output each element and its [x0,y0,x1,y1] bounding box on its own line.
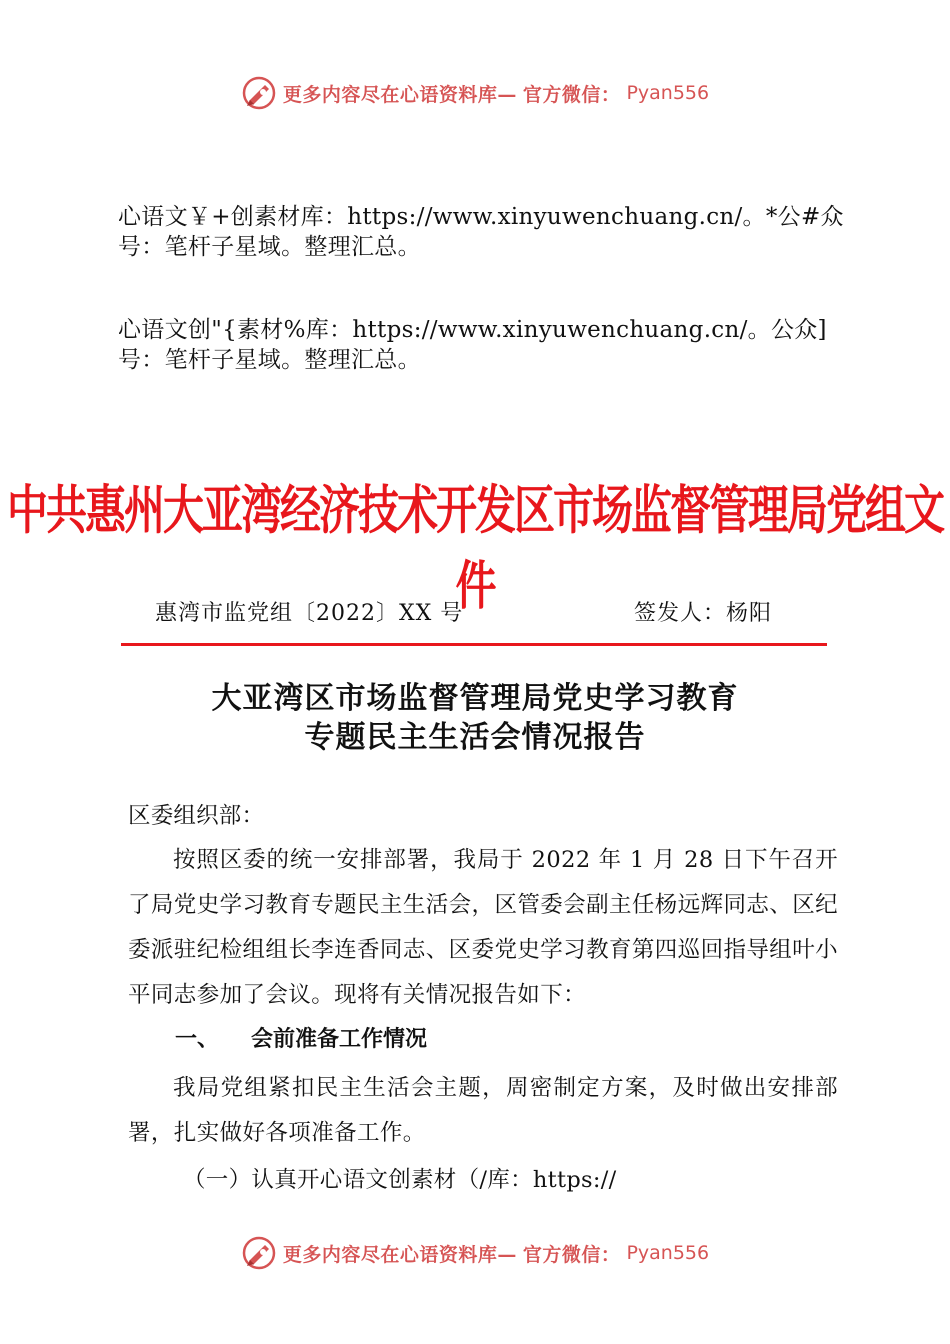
paragraph-preparation: 我局党组紧扣民主生活会主题，周密制定方案，及时做出安排部署，扎实做好各项准备工作。 [128,1075,838,1146]
watermark-wechat-id: Pyan556 [626,82,710,104]
promo-block-1 [118,202,848,262]
document-number: 惠湾市监党组〔2022〕XX 号 [155,601,464,626]
red-separator-line [121,643,827,646]
subsection-heading-1: （一）认真开心语文创素材（/库：https:// [183,1167,617,1193]
promo-line: 号：笔杆子星域。整理汇总。 [118,234,421,260]
promo-line: 心语文创"{素材%库：https://www.xinyuwenchuang.cn/。公众] [118,317,827,343]
watermark-bottom [0,1230,950,1276]
document-title-line-1: 大亚湾区市场监督管理局党史学习教育 [211,681,739,716]
promo-line: 心语文￥+创素材库：https://www.xinyuwenchuang.cn/。*公#众 [118,204,844,230]
watermark-text: 更多内容尽在心语资料库— [282,1243,517,1266]
watermark-wechat-id: Pyan556 [626,1242,710,1264]
promo-block-2 [118,315,848,375]
promo-line: 号：笔杆子星域。整理汇总。 [118,347,421,373]
pen-circle-logo-icon [241,1235,277,1271]
document-issuer: 签发人：杨阳 [634,601,773,626]
pen-circle-logo-icon [241,75,277,111]
recipient: 区委组织部： [128,803,265,829]
section-number: 一、 [175,1027,220,1052]
watermark-text: 更多内容尽在心语资料库— [282,83,517,106]
document-title-line-2: 专题民主生活会情况报告 [304,720,646,755]
document-masthead: 中共惠州大亚湾经济技术开发区市场监督管理局党组文件 [7,479,943,617]
watermark-wechat-label: 官方微信： [522,83,621,106]
section-heading-1 [175,1022,427,1053]
section-title: 会前准备工作情况 [251,1027,428,1052]
watermark-wechat-label: 官方微信： [522,1243,621,1266]
watermark-top [0,70,950,116]
paragraph-intro: 按照区委的统一安排部署，我局于 2022 年 1 月 28 日下午召开了局党史学习教育专题民主生活会，区管委会副主任杨远辉同志、区纪委派驻纪检组组长李连香同志、区委党史学习教育第四巡回指导组叶小平同志参加了会议。现将有关情况报告如下： [128,847,838,1008]
